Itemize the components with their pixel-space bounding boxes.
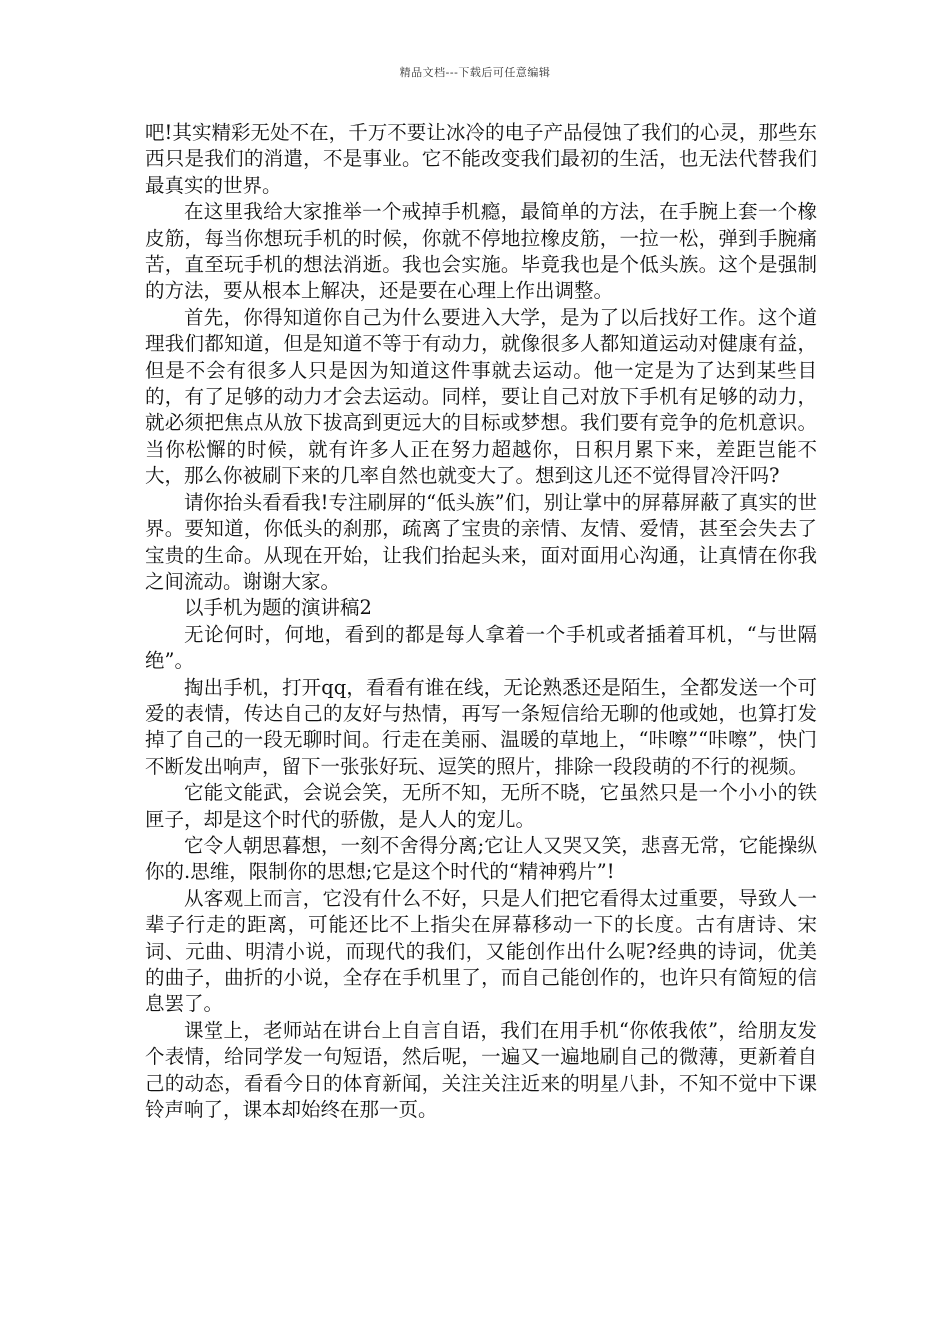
- paragraph: 无论何时，何地，看到的都是每人拿着一个手机或者插着耳机，“与世隔绝”。: [145, 622, 817, 673]
- paragraph: 请你抬头看看我!专注刷屏的“低头族”们，别让掌中的屏幕屏蔽了真实的世界。要知道，你低头的刹那，疏离了宝贵的亲情、友情、爱情，甚至会失去了宝贵的生命。从现在开始，让我们抬起头来，面对面用心沟通，让真情在你我之间流动。谢谢大家。: [145, 490, 817, 593]
- paragraph: 它令人朝思暮想，一刻不舍得分离;它让人又哭又笑，悲喜无常，它能操纵你的.思维，限制你的思想;它是这个时代的“精神鸦片”!: [145, 833, 817, 884]
- paragraph: 课堂上，老师站在讲台上自言自语，我们在用手机“你侬我侬”，给朋友发个表情，给同学发一句短语，然后呢，一遍又一遍地刷自己的微薄，更新着自己的动态，看看今日的体育新闻，关注关注近来的明星八卦，不知不觉中下课铃声响了，课本却始终在那一页。: [145, 1018, 817, 1122]
- section-heading: 以手机为题的演讲稿2: [184, 596, 372, 620]
- paragraph: 掏出手机，打开qq，看看有谁在线，无论熟悉还是陌生，全都发送一个可爱的表情，传达自己的友好与热情，再写一条短信给无聊的他或她，也算打发掉了自己的一段无聊时间。行走在美丽、温暖的草地上，“咔嚓”“咔嚓”，快门不断发出响声，留下一张张好玩、逗笑的照片，排除一段段萌的不行的视频。: [145, 675, 817, 778]
- paragraph: 在这里我给大家推举一个戒掉手机瘾，最简单的方法，在手腕上套一个橡皮筋，每当你想玩手机的时候，你就不停地拉橡皮筋，一拉一松，弹到手腕痛苦，直至玩手机的想法消逝。我也会实施。毕竟我也是个低头族。这个是强制的方法，要从根本上解决，还是要在心理上作出调整。: [145, 200, 817, 303]
- paragraph: 首先，你得知道你自己为什么要进入大学，是为了以后找好工作。这个道理我们都知道，但是知道不等于有动力，就像很多人都知道运动对健康有益，但是不会有很多人只是因为知道这件事就去运动。他一定是为了达到某些目的，有了足够的动力才会去运动。同样，要让自己对放下手机有足够的动力，就必须把焦点从放下拔高到更远大的目标或梦想。我们要有竞争的危机意识。当你松懈的时候，就有许多人正在努力超越你，日积月累下来，差距岂能不大，那么你被刷下来的几率自然也就变大了。想到这儿还不觉得冒冷汗吗?: [145, 305, 817, 488]
- paragraph: 从客观上而言，它没有什么不好，只是人们把它看得太过重要，导致人一辈子行走的距离，可能还比不上指尖在屏幕移动一下的长度。古有唐诗、宋词、元曲、明清小说，而现代的我们，又能创作出什么呢?经典的诗词，优美的曲子，曲折的小说，全存在手机里了，而自己能创作的，也许只有简短的信息罢了。: [145, 886, 817, 1016]
- paragraph: 它能文能武，会说会笑，无所不知，无所不晓，它虽然只是一个小小的铁匣子，却是这个时代的骄傲，是人人的宠儿。: [145, 781, 817, 831]
- body-text: [145, 120, 817, 1123]
- paragraph: 吧!其实精彩无处不在，千万不要让冰冷的电子产品侵蚀了我们的心灵，那些东西只是我们的消遣，不是事业。它不能改变我们最初的生活，也无法代替我们最真实的世界。: [145, 121, 817, 197]
- page-header: 精品文档---下载后可任意编辑: [399, 66, 551, 79]
